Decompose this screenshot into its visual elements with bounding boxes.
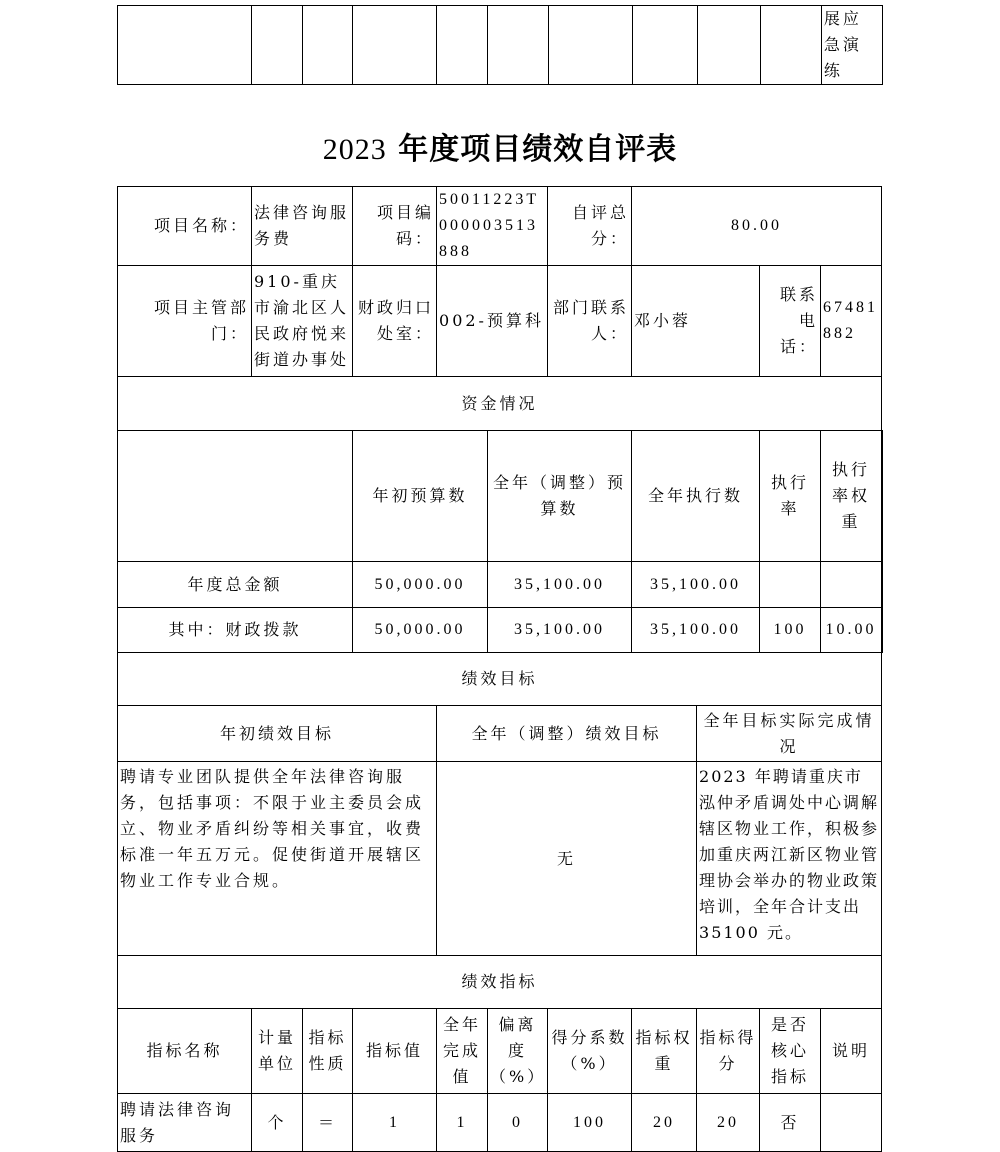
goals-adjusted-text: 无 [437,762,697,956]
ind-header-nature: 指标性质 [303,1009,353,1094]
phone-label: 联系电话： [760,266,821,377]
fragment-cell [252,6,303,85]
ind-score: 20 [697,1094,760,1152]
self-score-value: 80.00 [632,187,882,266]
ind-header-value: 指标值 [353,1009,437,1094]
funds-header-rate: 执行率 [760,431,821,562]
ind-header-name: 指标名称 [118,1009,252,1094]
ind-header-core: 是否核心指标 [760,1009,821,1094]
contact-value: 邓小蓉 [632,266,760,377]
ind-nature: ＝ [303,1094,353,1152]
funds-row-score [882,562,883,608]
goals-section-title: 绩效目标 [118,653,882,706]
indicators-section-title: 绩效指标 [118,956,882,1009]
ind-header-coef: 得分系数（%） [548,1009,632,1094]
contact-label: 部门联系人： [548,266,632,377]
previous-table-fragment [117,5,883,85]
ind-core: 否 [760,1094,821,1152]
funds-row-label: 年度总金额 [118,562,353,608]
ind-name: 聘请法律咨询服务 [118,1094,252,1152]
funds-row-executed: 35,100.00 [632,562,760,608]
ind-weight: 20 [632,1094,697,1152]
funds-row-adjusted: 35,100.00 [488,562,632,608]
fragment-cell [437,6,488,85]
funds-row-weight [821,562,882,608]
funds-row-executed: 35,100.00 [632,608,760,653]
title-year: 2023 [322,133,387,166]
funds-row-adjusted: 35,100.00 [488,608,632,653]
funds-row-initial: 50,000.00 [353,608,488,653]
dept-value: 910-重庆市渝北区人民政府悦来街道办事处 [252,266,353,377]
ind-header-deviation: 偏离度（%） [488,1009,548,1094]
project-name-label: 项目名称： [118,187,252,266]
ind-header-weight: 指标权重 [632,1009,697,1094]
indicator-row [118,1094,883,1152]
funds-section-title: 资金情况 [118,377,882,431]
funds-header-blank [118,431,353,562]
funds-header-score [882,431,883,562]
ind-coef: 100 [548,1094,632,1152]
project-code-label: 项目编码： [353,187,437,266]
funds-header-adjusted: 全年（调整）预算数 [488,431,632,562]
goals-header-initial: 年初绩效目标 [118,706,437,762]
fragment-cell [760,6,821,85]
project-name-value: 法律咨询服务费 [252,187,353,266]
goals-initial-text: 聘请专业团队提供全年法律咨询服务，包括事项：不限于业主委员会成立、物业矛盾纠纷等相关事宜，收费标准一年五万元。促使街道开展辖区物业工作专业合规。 [118,762,437,956]
ind-done: 1 [437,1094,488,1152]
funds-row [118,608,883,653]
ind-header-note: 说明 [821,1009,882,1094]
fragment-cell [353,6,437,85]
fragment-cell [118,6,252,85]
ind-value: 1 [353,1094,437,1152]
fragment-cell [632,6,697,85]
self-score-label: 自评总分： [548,187,632,266]
funds-row-label: 其中：财政拨款 [118,608,353,653]
ind-unit: 个 [252,1094,303,1152]
funds-header-initial: 年初预算数 [353,431,488,562]
ind-note [821,1094,882,1152]
fragment-cell [548,6,632,85]
goals-header-adjusted: 全年（调整）绩效目标 [437,706,697,762]
dept-label: 项目主管部门： [118,266,252,377]
project-code-value: 50011223T000003513888 [437,187,548,266]
funds-row-score [882,608,883,653]
page-title [0,128,1000,172]
funds-row-rate [760,562,821,608]
ind-header-score: 指标得分 [697,1009,760,1094]
fragment-cell [303,6,353,85]
funds-header-executed: 全年执行数 [632,431,760,562]
ind-header-done: 全年完成值 [437,1009,488,1094]
fragment-cell [697,6,760,85]
funds-row-initial: 50,000.00 [353,562,488,608]
goals-actual-text: 2023 年聘请重庆市泓仲矛盾调处中心调解辖区物业工作，积极参加重庆两江新区物业管理协会举办的物业政策培训，全年合计支出 35100 元。 [697,762,882,956]
ind-header-unit: 计量单位 [252,1009,303,1094]
finance-value: 002-预算科 [437,266,548,377]
funds-header-weight: 执行率权重 [821,431,882,562]
fragment-text: 展应急演练 [821,6,882,85]
fragment-cell [488,6,548,85]
finance-label: 财政归口处室： [353,266,437,377]
funds-row-weight: 10.00 [821,608,882,653]
funds-row [118,562,883,608]
phone-value: 67481882 [821,266,882,377]
title-text: 年度项目绩效自评表 [386,132,678,167]
evaluation-table [117,186,883,1152]
funds-row-rate: 100 [760,608,821,653]
goals-header-actual: 全年目标实际完成情况 [697,706,882,762]
ind-deviation: 0 [488,1094,548,1152]
